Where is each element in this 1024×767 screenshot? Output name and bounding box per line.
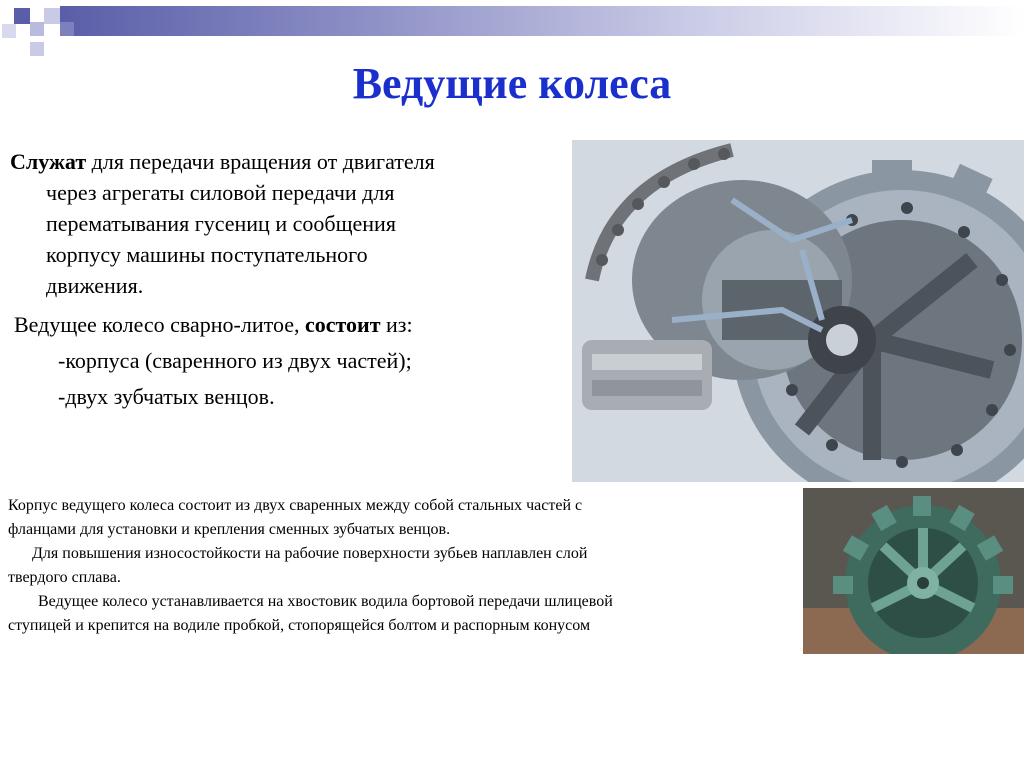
intro-line-3: перематывания гусениц и сообщения [46,211,396,236]
deco-square [14,8,30,24]
intro-line-1-rest: для передачи вращения от двигателя [86,149,435,174]
deco-square [30,22,44,36]
intro-line-5: движения. [46,273,144,298]
composition-item-1: -корпуса (сваренного из двух частей); [58,348,412,373]
deco-square [44,8,60,24]
intro-bold-word: Служат [10,149,87,174]
details-line-4: твердого сплава. [8,569,121,586]
intro-paragraph [10,146,550,301]
details-line-3: Для повышения износостойкости на рабочие поверхности зубьев наплавлен слой [32,545,588,562]
intro-line-1 [10,146,550,177]
details-line-2: фланцами для установки и крепления сменных зубчатых венцов. [8,521,451,538]
composition-line [14,309,554,340]
details-line-6: ступицей и крепится на водиле пробкой, стопорящейся болтом и распорным конусом [8,617,591,634]
drive-wheel-photo [803,488,1024,654]
composition-bold-word: состоит [304,312,381,337]
drive-wheel-cutaway-image [572,140,1024,482]
header-gradient-bar [60,6,1024,36]
composition-prefix: Ведущее колесо сварно-литое, [14,312,305,337]
details-paragraph [8,494,798,638]
intro-line-2: через агрегаты силовой передачи для [46,180,395,205]
details-line-1: Корпус ведущего колеса состоит из двух сваренных между собой стальных частей с [8,497,583,514]
details-line-5: Ведущее колесо устанавливается на хвостовик водила бортовой передачи шлицевой [38,593,613,610]
deco-square [60,22,74,36]
slide-title: Ведущие колеса [352,59,672,108]
composition-suffix: из: [380,312,413,337]
composition-item-2: -двух зубчатых венцов. [58,384,275,409]
intro-line-4: корпусу машины поступательного [46,242,368,267]
deco-square [30,42,44,56]
deco-square [2,24,16,38]
